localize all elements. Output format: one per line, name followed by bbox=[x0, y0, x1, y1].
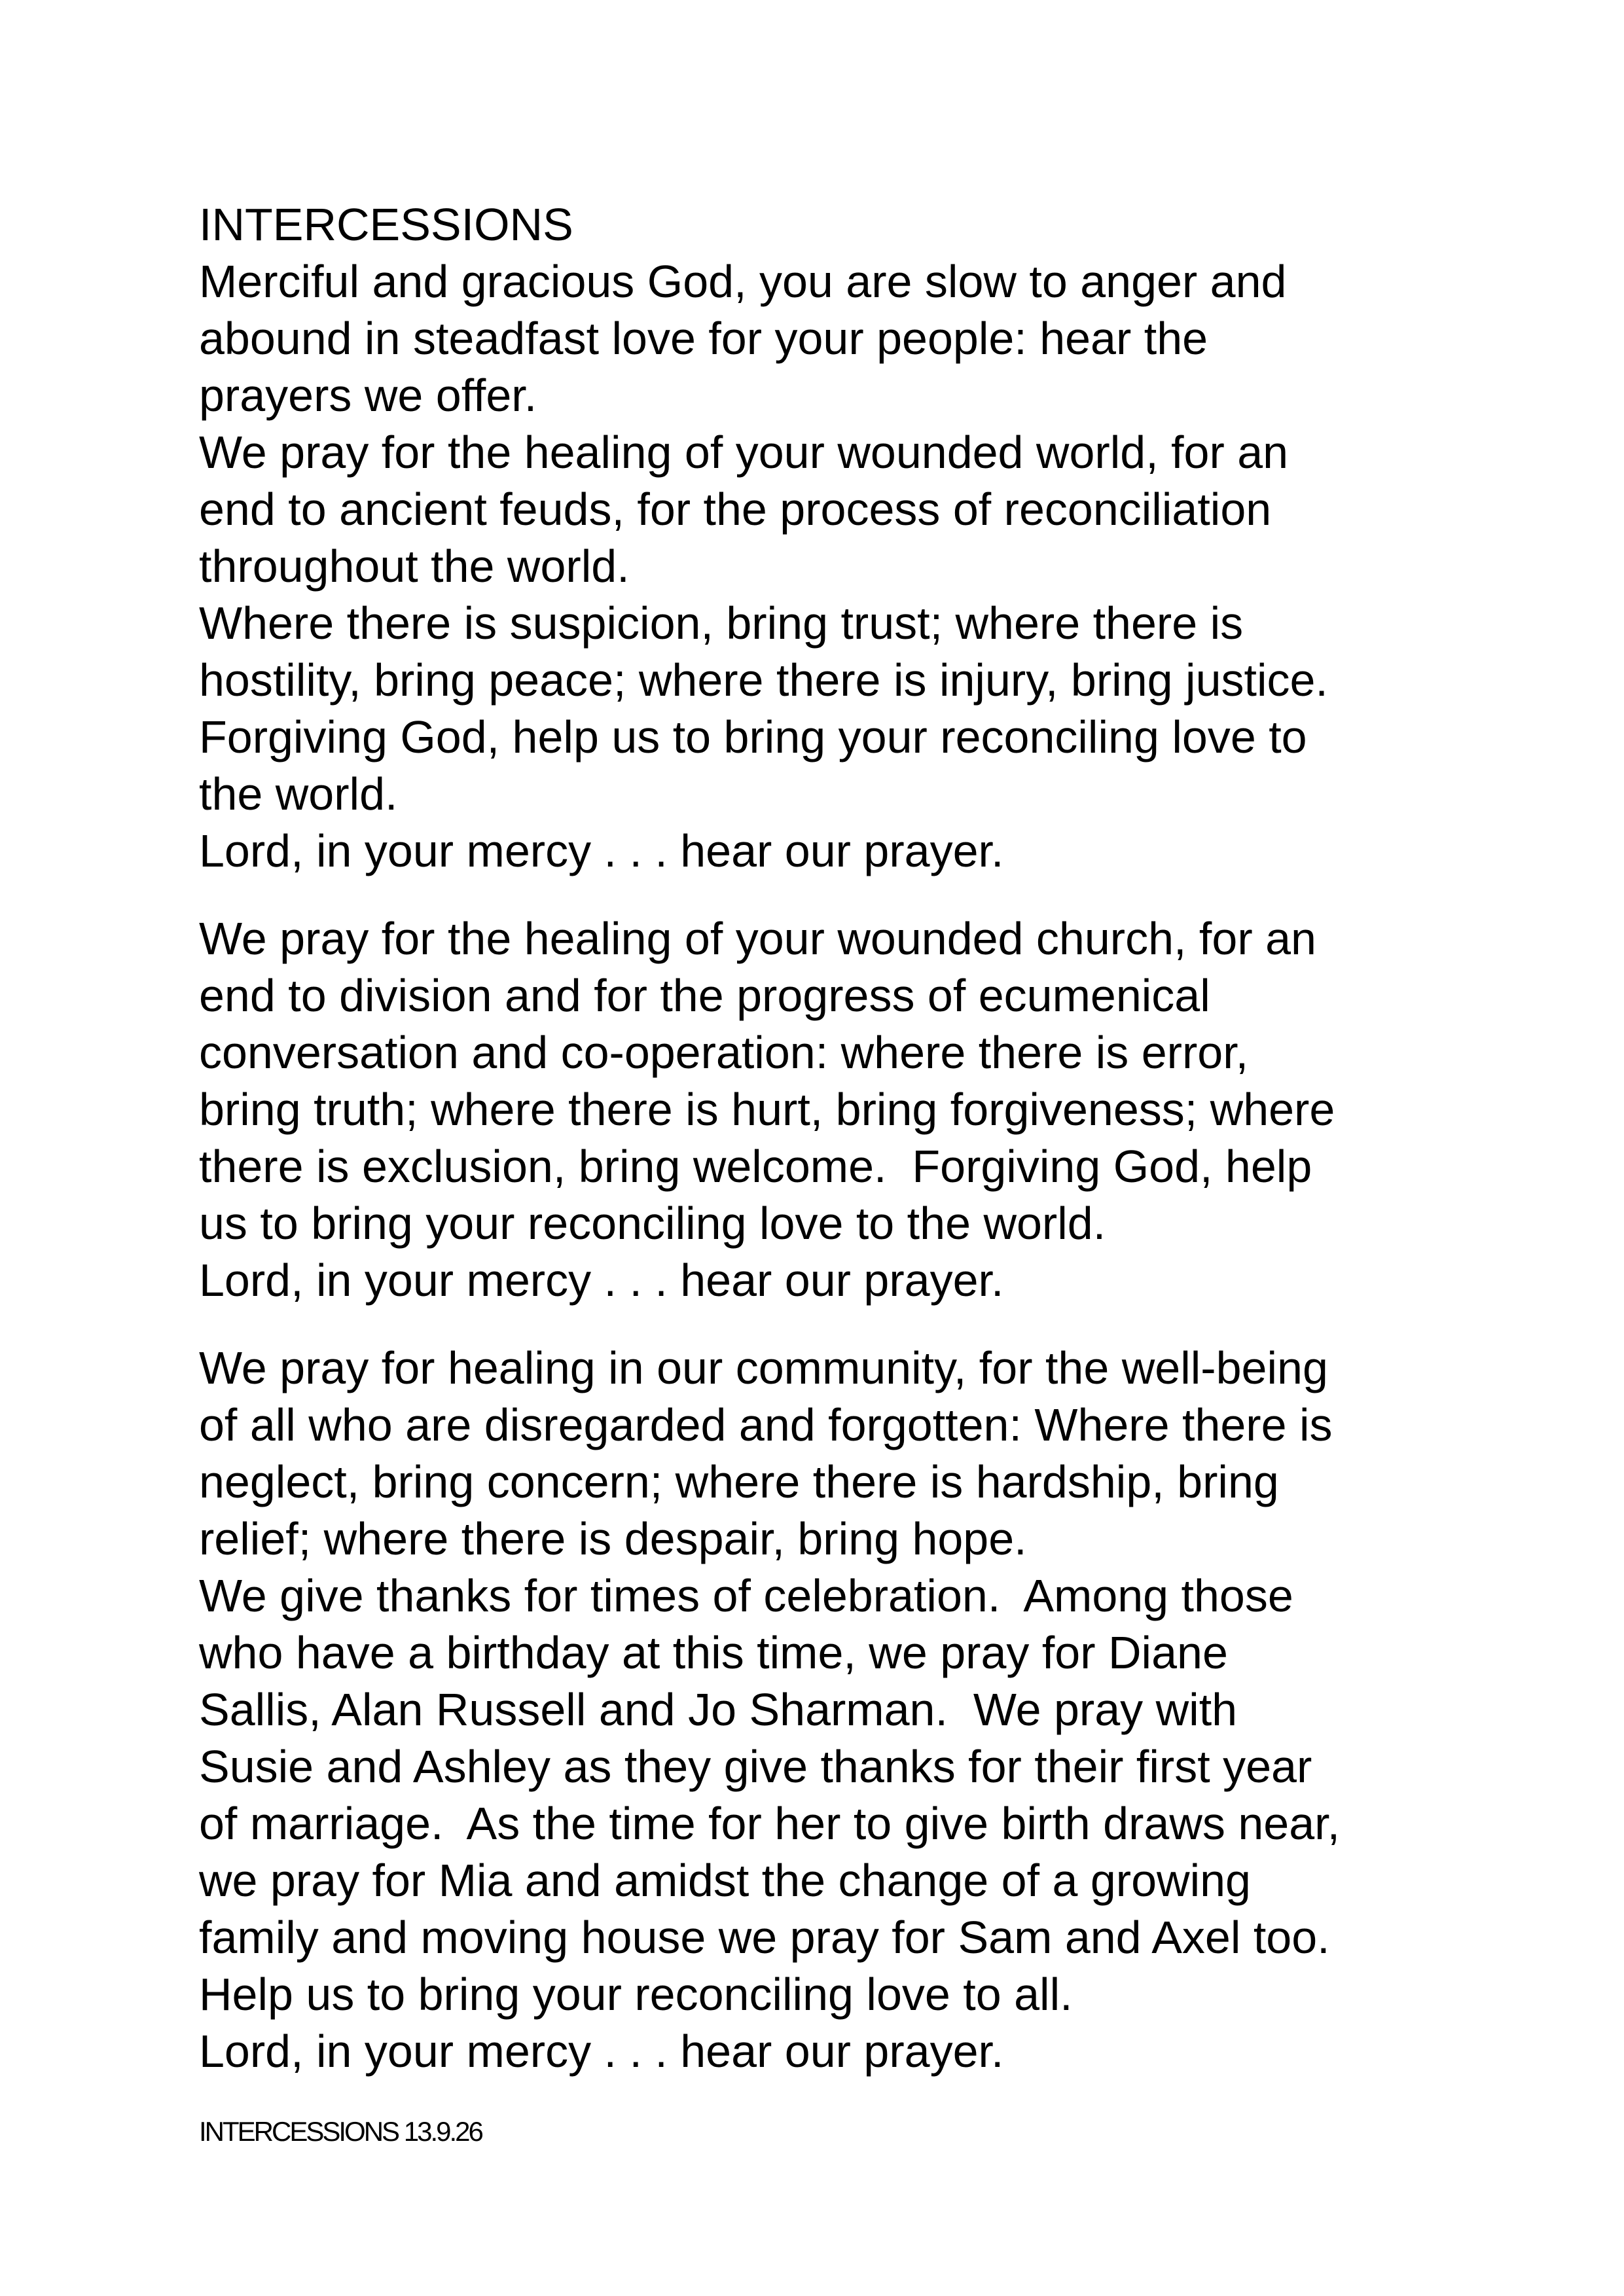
text-line: there is exclusion, bring welcome. Forgiving God, help bbox=[199, 1141, 1312, 1192]
text-line: We pray for the healing of your wounded church, for an bbox=[199, 913, 1316, 964]
intercessions-body bbox=[199, 196, 1508, 2080]
text-line: of all who are disregarded and forgotten: Where there is bbox=[199, 1399, 1333, 1450]
text-line: Where there is suspicion, bring trust; where there is bbox=[199, 598, 1244, 649]
text-line: conversation and co-operation: where there is error, bbox=[199, 1027, 1249, 1078]
text-line: we pray for Mia and amidst the change of a growing bbox=[199, 1855, 1251, 1906]
text-line: family and moving house we pray for Sam and Axel too. bbox=[199, 1912, 1330, 1963]
text-line: We pray for healing in our community, for the well-being bbox=[199, 1342, 1328, 1393]
paragraph-2 bbox=[199, 910, 1508, 1309]
page-footer: INTERCESSIONS 13.9.26 bbox=[199, 2116, 482, 2147]
text-line: bring truth; where there is hurt, bring forgiveness; where bbox=[199, 1084, 1335, 1135]
response-line: Lord, in your mercy . . . hear our prayer. bbox=[199, 2026, 1004, 2077]
text-line: who have a birthday at this time, we pray for Diane bbox=[199, 1627, 1228, 1678]
text-line: end to division and for the progress of ecumenical bbox=[199, 970, 1210, 1021]
text-line: relief; where there is despair, bring hope. bbox=[199, 1513, 1027, 1564]
paragraph-gap bbox=[199, 1309, 1508, 1340]
document-title: INTERCESSIONS bbox=[199, 199, 573, 250]
response-line: Lord, in your mercy . . . hear our prayer. bbox=[199, 1255, 1004, 1306]
text-line: Forgiving God, help us to bring your reconciling love to bbox=[199, 711, 1307, 762]
text-line: prayers we offer. bbox=[199, 370, 537, 421]
text-line: Merciful and gracious God, you are slow to anger and bbox=[199, 256, 1287, 307]
text-line: We give thanks for times of celebration. Among those bbox=[199, 1570, 1293, 1621]
response-line: Lord, in your mercy . . . hear our prayer. bbox=[199, 825, 1004, 876]
text-line: end to ancient feuds, for the process of reconciliation bbox=[199, 484, 1272, 535]
text-line: Help us to bring your reconciling love to all. bbox=[199, 1969, 1073, 2020]
text-line: throughout the world. bbox=[199, 541, 630, 592]
text-line: abound in steadfast love for your people: hear the bbox=[199, 313, 1208, 364]
paragraph-1 bbox=[199, 253, 1508, 880]
text-line: of marriage. As the time for her to give birth draws near, bbox=[199, 1798, 1341, 1849]
text-line: us to bring your reconciling love to the world. bbox=[199, 1198, 1106, 1249]
text-line: Susie and Ashley as they give thanks for their first year bbox=[199, 1741, 1312, 1792]
text-line: We pray for the healing of your wounded world, for an bbox=[199, 427, 1289, 478]
text-line: the world. bbox=[199, 768, 398, 819]
text-line: Sallis, Alan Russell and Jo Sharman. We pray with bbox=[199, 1684, 1238, 1735]
text-line: neglect, bring concern; where there is hardship, bring bbox=[199, 1456, 1279, 1507]
paragraph-gap bbox=[199, 880, 1508, 910]
text-line: hostility, bring peace; where there is injury, bring justice. bbox=[199, 655, 1328, 706]
paragraph-3 bbox=[199, 1340, 1508, 2080]
